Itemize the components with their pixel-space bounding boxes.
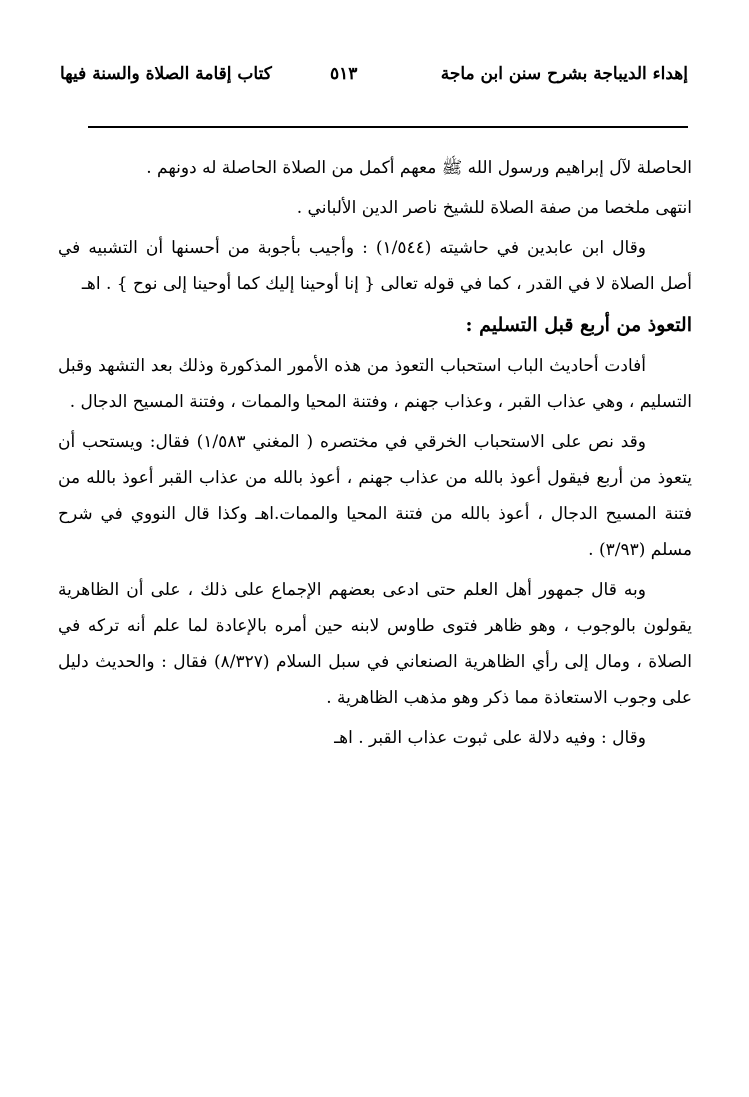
paragraph-1: الحاصلة لآل إبراهيم ورسول الله ﷺ معهم أكمل من الصلاة الحاصلة له دونهم . [146, 158, 692, 178]
page-number: ٥١٣ [330, 64, 358, 84]
book-title: إهداء الديباجة بشرح سنن ابن ماجة [440, 64, 688, 84]
page-header [60, 60, 688, 94]
chapter-title: كتاب إقامة الصلاة والسنة فيها [60, 64, 272, 84]
page-body [58, 150, 692, 760]
paragraph-3: وقال ابن عابدين في حاشيته (١/٥٤٤) : وأجيب بأجوبة من أحسنها أن التشبيه في أصل الصلاة لا في القدر ، كما في قوله تعالى { إنا أوحينا إليك كما أوحينا إلى نوح } . اهـ [58, 238, 692, 294]
header-divider [88, 126, 688, 128]
paragraph-4: أفادت أحاديث الباب استحباب التعوذ من هذه الأمور المذكورة وذلك بعد التشهد وقبل التسليم ، وهي عذاب القبر ، وعذاب جهنم ، وفتنة المحيا والممات ، وفتنة المسيح الدجال . [58, 356, 692, 412]
paragraph-2: انتهى ملخصا من صفة الصلاة للشيخ ناصر الدين الألباني . [296, 198, 692, 218]
paragraph-6: وبه قال جمهور أهل العلم حتى ادعى بعضهم الإجماع على ذلك ، على أن الظاهرية يقولون بالوجوب ، وهو ظاهر فتوى طاوس لابنه حين أمره بالإعادة لما علم أنه تركه في الصلاة ، ومال إلى رأي الظاهرية الصنعاني في سبل السلام (٨/٣٢٧) فقال : والحديث دليل على وجوب الاستعاذة مما ذكر وهو مذهب الظاهرية . [58, 580, 692, 708]
paragraph-5: وقد نص على الاستحباب الخرقي في مختصره ( المغني ١/٥٨٣) فقال: ويستحب أن يتعوذ من أربع فيقول أعوذ بالله من عذاب جهنم ، أعوذ بالله من عذاب القبر أعوذ بالله من فتنة المسيح الدجال ، أعوذ بالله من فتنة المحيا والممات.اهـ وكذا قال النووي في شرح مسلم (٣/٩٣) . [58, 432, 692, 560]
section-heading: التعوذ من أربع قبل التسليم : [465, 314, 692, 336]
paragraph-7: وقال : وفيه دلالة على ثبوت عذاب القبر . اهـ [334, 728, 646, 748]
